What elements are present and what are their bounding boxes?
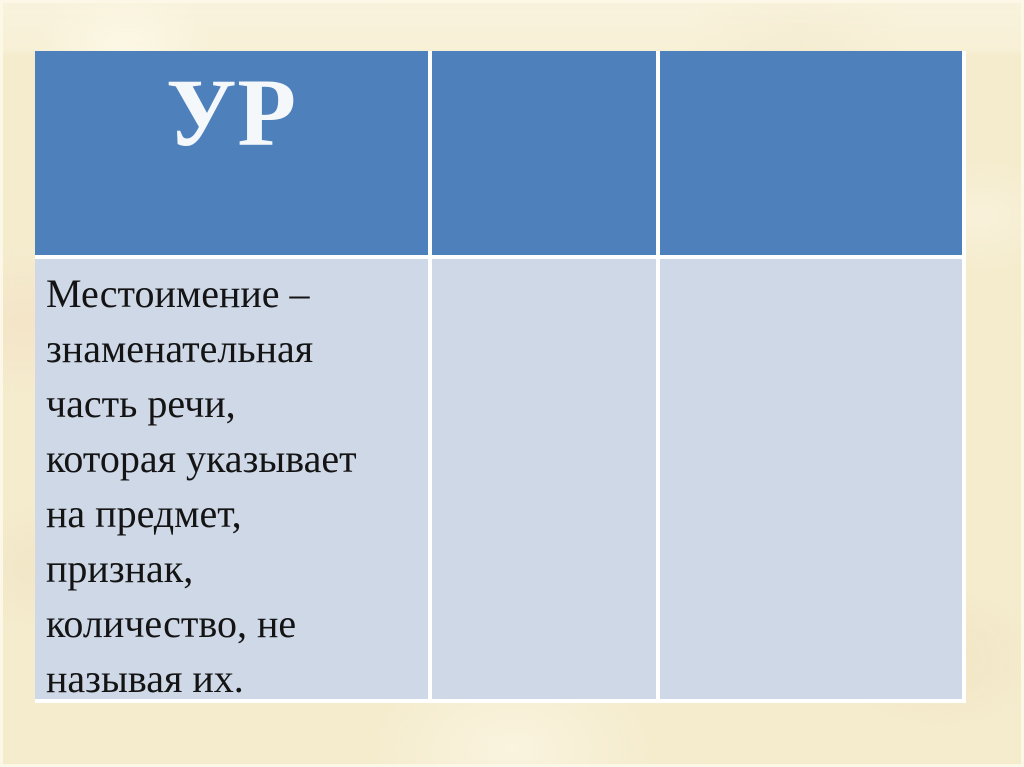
definition-line: Местоимение –	[46, 271, 310, 316]
definition-line: на предмет,	[46, 491, 242, 536]
definition-line: которая указывает	[46, 436, 357, 481]
table-body-cell-3	[660, 259, 962, 699]
definition-line: количество, не	[46, 601, 297, 646]
table-body-cell-definition	[35, 259, 428, 699]
definition-line: называя их.	[46, 656, 244, 701]
definition-line: знаменательная	[46, 326, 314, 371]
table-body-cell-2	[432, 259, 656, 699]
pronoun-definition-table	[35, 51, 966, 703]
definition-line: признак,	[46, 546, 194, 591]
table-header-title: УР	[165, 59, 298, 166]
table-header-cell-2	[432, 51, 656, 255]
table-header-cell-topic	[35, 51, 428, 255]
definition-line: часть речи,	[46, 381, 236, 426]
table-header-cell-3	[660, 51, 962, 255]
